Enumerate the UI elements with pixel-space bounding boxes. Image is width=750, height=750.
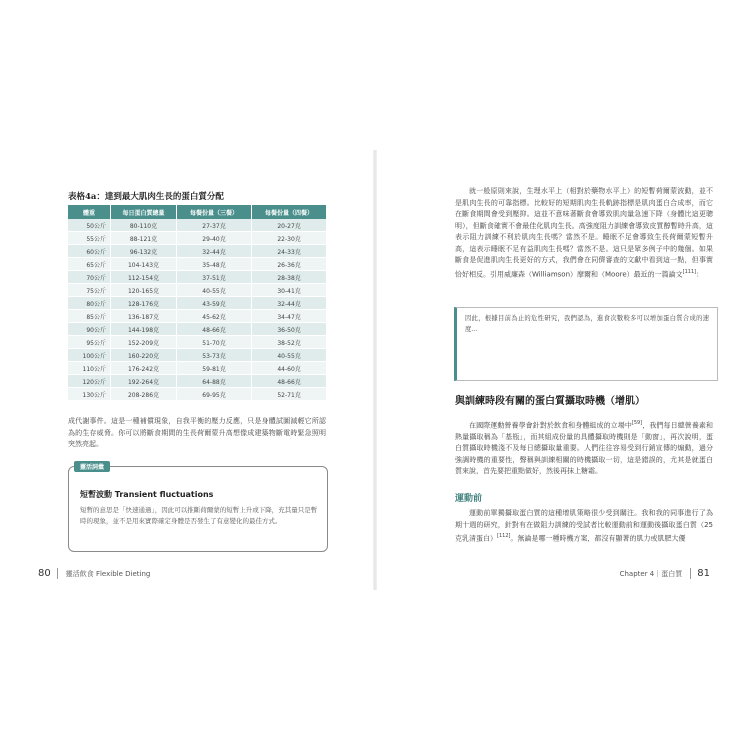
table-cell: 55公斤 <box>68 232 111 245</box>
table-row <box>68 284 326 297</box>
table-cell: 96-132克 <box>111 245 177 258</box>
table-cell: 44-60克 <box>252 362 326 375</box>
table-row <box>68 297 326 310</box>
header-weight: 體重 <box>68 205 111 219</box>
table-cell: 32-44克 <box>176 245 251 258</box>
vocabulary-text: 短暫的意思是「快速通過」，因此可以推斷荷爾蒙的短暫上升或下降，充其量只是暫時的現象，並不是用來實際確定身體是否發生了有意變化的最佳方式。 <box>80 506 318 525</box>
table-cell: 80公斤 <box>68 297 111 310</box>
citation-112: [112] <box>497 533 511 539</box>
left-paragraph: 成代謝事件。這是一種補償現象，自我平衡的壓力反應，只是身體試圖減輕它所認為的生存威脅。你可以將斷食期間的生長荷爾蒙升高想像成建築物斷電時緊急照明突然亮起。 <box>68 417 326 448</box>
table-cell: 208-286克 <box>111 388 177 401</box>
table-cell: 48-66克 <box>252 375 326 388</box>
table-cell: 160-220克 <box>111 349 177 362</box>
table-cell: 20-27克 <box>252 219 326 232</box>
table-cell: 35-48克 <box>176 258 251 271</box>
table-header-row <box>68 205 326 219</box>
table-cell: 80-110克 <box>111 219 177 232</box>
table-row <box>68 219 326 232</box>
header-four-meals: 每餐份量（四餐） <box>252 205 326 219</box>
table-cell: 38-52克 <box>252 336 326 349</box>
right-footer <box>620 568 710 579</box>
right-paragraph-1-text: 就一般原則來說，生理水平上（相對於藥物水平上）的短暫荷爾蒙波動，並不是肌肉生長的可靠指標。比較好的短期肌肉生長軌跡指標是肌肉蛋白合成率，而它在斷食期間會受到壓抑。這並不意味著斷食會導致肌肉量急速下降（身體比這更聰明），但斷食確實不會最佳化肌肉生長。高強度阻力訓練會導致皮質醇暫時升高，這表示阻力訓練不利於肌肉生長嗎？當然不是。睡眠不足會導致生長荷爾蒙短暫升高，這表示睡眠不足有益肌肉生長嗎？當然不是。這只是眾多例子中的幾個。如果斷食是促進肌肉生長更好的方式，我們會在同儕審查的文獻中看到這一點，但事實恰好相反。引用威廉森（Williamson）摩爾和（Moore）最近的一篇論文 <box>455 187 713 278</box>
table-cell: 64-88克 <box>176 375 251 388</box>
table-cell: 90公斤 <box>68 323 111 336</box>
protein-table <box>68 205 326 401</box>
table-cell: 136-187克 <box>111 310 177 323</box>
table-cell: 85公斤 <box>68 310 111 323</box>
table-row <box>68 271 326 284</box>
table-row <box>68 362 326 375</box>
right-paragraph-3 <box>455 508 713 545</box>
book-title: 靈活飲食 Flexible Dieting <box>65 569 151 578</box>
table-cell: 40-55克 <box>252 349 326 362</box>
table-cell: 53-73克 <box>176 349 251 362</box>
table-cell: 112-154克 <box>111 271 177 284</box>
table-cell: 50公斤 <box>68 219 111 232</box>
left-footer <box>38 568 150 579</box>
table-row <box>68 232 326 245</box>
table-cell: 120公斤 <box>68 375 111 388</box>
table-row <box>68 375 326 388</box>
table-cell: 24-33克 <box>252 245 326 258</box>
table-cell: 130公斤 <box>68 388 111 401</box>
right-paragraph-2-text: 在國際運動營養學會針對於飲食和身體組成的立場中 <box>469 421 632 430</box>
table-cell: 176-242克 <box>111 362 177 375</box>
chapter-title: Chapter 4｜蛋白質 <box>619 569 683 578</box>
right-paragraph-2-tail: ，我們每日總營養素和熱量攝取稱為「基瓶」，而其組成份量的具體攝取時機則是「動窗」，再次說明，蛋白質攝取時機淺不及每日總攝取量重要。人們往往容易受到行銷宣傳的煽動，過分強調時機的重要性，聲稱與訓練相關的時機攝取一切，這是錯誤的，尤其是就蛋白質來說，首先要把重點做好，然後再抹上糖霜。 <box>455 421 714 476</box>
right-paragraph-1 <box>455 186 713 280</box>
table-cell: 40-55克 <box>176 284 251 297</box>
right-paragraph-3-text: 運動前單獨攝取蛋白質的這種增肌策略很少受到關注。我和我的同事進行了為期十週的研究，針對有在做阻力訓練的受試者比較運動前和運動後攝取蛋白質（25克乳清蛋白） <box>455 509 713 543</box>
table-cell: 32-44克 <box>252 297 326 310</box>
section-heading: 與訓練時段有關的蛋白質攝取時機（增肌） <box>455 396 645 407</box>
citation-59: [59] <box>631 420 643 426</box>
table-cell: 28-38克 <box>252 271 326 284</box>
quote-text: 因此，根據目前為止的危性研究，我們認為，進食次數較多可以增加蛋白質合成的速度... <box>465 315 709 333</box>
citation-111: [111] <box>682 268 697 275</box>
table-row <box>68 336 326 349</box>
table-cell: 65公斤 <box>68 258 111 271</box>
table-cell: 70公斤 <box>68 271 111 284</box>
table-cell: 75公斤 <box>68 284 111 297</box>
table-row <box>68 323 326 336</box>
table-cell: 144-198克 <box>111 323 177 336</box>
table-row <box>68 258 326 271</box>
header-daily-total: 每日蛋白質總量 <box>111 205 177 219</box>
table-cell: 100公斤 <box>68 349 111 362</box>
table-cell: 34-47克 <box>252 310 326 323</box>
table-row <box>68 349 326 362</box>
page-number-right: 81 <box>690 568 710 579</box>
table-row <box>68 310 326 323</box>
right-paragraph-3-tail: 。無論是哪一種時機方案，都沒有顯著的肌力或肌肥大優 <box>510 534 686 543</box>
table-cell: 30-41克 <box>252 284 326 297</box>
header-three-meals: 每餐份量（三餐） <box>176 205 251 219</box>
table-cell: 60公斤 <box>68 245 111 258</box>
table-row <box>68 245 326 258</box>
table-cell: 48-66克 <box>176 323 251 336</box>
table-cell: 27-37克 <box>176 219 251 232</box>
table-cell: 152-209克 <box>111 336 177 349</box>
table-cell: 43-59克 <box>176 297 251 310</box>
table-title: 表格4a：達到最大肌肉生長的蛋白質分配 <box>68 192 224 202</box>
table-body <box>68 219 326 401</box>
table-cell: 52-71克 <box>252 388 326 401</box>
table-cell: 29-40克 <box>176 232 251 245</box>
table-cell: 36-50克 <box>252 323 326 336</box>
vocabulary-title: 短暫波動 Transient fluctuations <box>80 490 214 499</box>
table-row <box>68 388 326 401</box>
table-cell: 45-62克 <box>176 310 251 323</box>
vocabulary-tag: 靈活詞彙 <box>74 461 110 472</box>
page-number-left: 80 <box>38 568 58 579</box>
right-paragraph-1-tail: ： <box>696 269 704 278</box>
table-cell: 104-143克 <box>111 258 177 271</box>
table-cell: 88-121克 <box>111 232 177 245</box>
table-cell: 95公斤 <box>68 336 111 349</box>
table-cell: 59-81克 <box>176 362 251 375</box>
subsection-heading: 運動前 <box>455 494 483 504</box>
quote-box <box>454 307 718 381</box>
right-paragraph-2 <box>455 418 713 478</box>
table-cell: 51-70克 <box>176 336 251 349</box>
table-cell: 37-51克 <box>176 271 251 284</box>
table-cell: 22-30克 <box>252 232 326 245</box>
book-gutter <box>373 150 377 590</box>
table-cell: 120-165克 <box>111 284 177 297</box>
table-cell: 26-36克 <box>252 258 326 271</box>
table-cell: 69-95克 <box>176 388 251 401</box>
table-cell: 192-264克 <box>111 375 177 388</box>
table-cell: 110公斤 <box>68 362 111 375</box>
table-cell: 128-176克 <box>111 297 177 310</box>
